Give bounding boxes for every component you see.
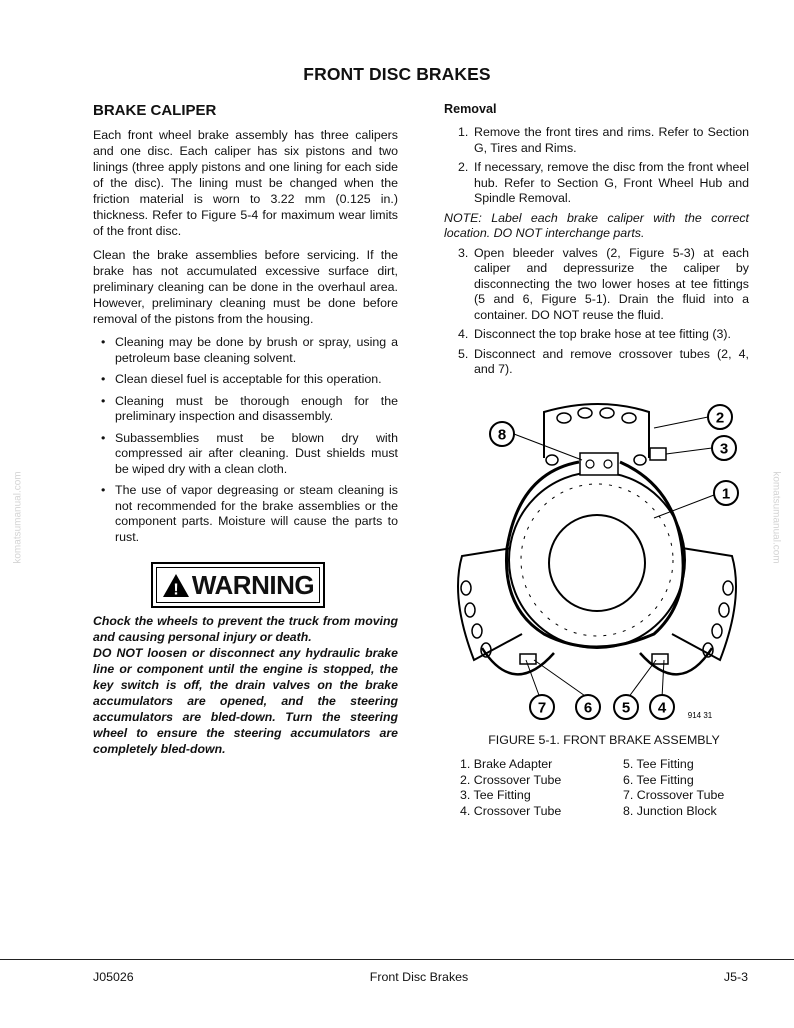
warning-label: WARNING: [191, 570, 315, 600]
step-text: If necessary, remove the disc from the front wheel hub. Refer to Section G, Front Wheel Hub and Spindle Removal.: [474, 160, 749, 205]
warning-exclamation: !: [173, 581, 179, 598]
removal-steps-a: [444, 125, 749, 207]
bullet-text: Subassemblies must be blown dry with compressed air after cleaning. Dust shields must be wiped dry with a clean cloth.: [115, 430, 398, 476]
brake-adapter-hub-opening: [549, 515, 645, 611]
left-column: [93, 102, 398, 551]
step-number: 2.: [458, 160, 469, 174]
legend-item: 4. Crossover Tube: [460, 803, 562, 818]
step-item: [444, 327, 749, 343]
callout-3: [712, 436, 736, 460]
watermark-right: komatsumanual.com: [770, 471, 782, 564]
footer-doc-code: J05026: [93, 970, 134, 984]
callout-1: [714, 481, 738, 505]
bullet-text: Cleaning must be thorough enough for the preliminary inspection and disassembly.: [115, 393, 398, 423]
callout-number: 1: [721, 485, 731, 503]
callout-4: [650, 695, 674, 719]
front-brake-assembly-figure: [444, 398, 754, 728]
callout-5: [614, 695, 638, 719]
step-item: [444, 347, 749, 378]
right-column: [444, 102, 749, 382]
legend-item: 3. Tee Fitting: [460, 788, 531, 803]
legend-item: 2. Crossover Tube: [460, 772, 562, 787]
step-item: [444, 246, 749, 324]
tee-fitting-left: [520, 654, 536, 664]
step-item: [444, 160, 749, 207]
step-number: 3.: [458, 245, 469, 260]
bullet-item: [93, 335, 398, 366]
bullet-item: [93, 394, 398, 425]
callout-number: 3: [719, 440, 729, 458]
note: NOTE: Label each brake caliper with the correct location. DO NOT interchange parts.: [444, 210, 749, 240]
step-text: Remove the front tires and rims. Refer to Section G, Tires and Rims.: [474, 125, 749, 155]
bullet-item: [93, 483, 398, 545]
callout-number: 5: [621, 699, 631, 717]
tee-fitting-top: [650, 448, 666, 460]
step-text: Open bleeder valves (2, Figure 5-3) at each caliper and depressurize the caliper by disconnecting the two lower hoses at tee fittings (5 and 6, Figure 5-1). Drain the fluid into a container. DO NOT reuse the fluid.: [474, 245, 749, 322]
bullet-item: [93, 431, 398, 478]
warning-line: Chock the wheels to prevent the truck from moving and causing personal injury or death.: [93, 614, 398, 644]
step-text: Disconnect and remove crossover tubes (2, 4, and 7).: [474, 346, 749, 376]
bullet-marker: •: [101, 430, 106, 445]
legend-item: 8. Junction Block: [623, 803, 717, 818]
removal-steps-b: [444, 246, 749, 378]
callout-number: 2: [715, 409, 725, 427]
footer-section-title: Front Disc Brakes: [369, 970, 469, 984]
callout-number: 8: [497, 426, 507, 444]
callout-7: [530, 695, 554, 719]
bullet-text: The use of vapor degreasing or steam cleaning is not recommended for the brake assemblies or the component parts. Moisture will cause the parts to rust.: [115, 483, 398, 544]
watermark-left: komatsumanual.com: [12, 471, 24, 564]
top-caliper: [544, 404, 649, 458]
legend-item: 5. Tee Fitting: [623, 757, 694, 771]
warning-text-block: [93, 613, 398, 757]
crossover-tube-right: [640, 648, 712, 674]
step-item: [444, 125, 749, 156]
callout-number: 7: [537, 699, 547, 717]
bullet-marker: •: [101, 483, 106, 497]
callout-8: [490, 422, 514, 446]
bullet-text: Cleaning may be done by brush or spray, using a petroleum base cleaning solvent.: [115, 335, 398, 365]
step-number: 1.: [458, 125, 469, 139]
warning-triangle-icon: [162, 573, 190, 598]
warning-line: DO NOT loosen or disconnect any hydraulic brake line or component until the engine is stopped, the key switch is off, the drain valves on the brake accumulators are opened, and the steering accumulators are bled-down. Turn the steering wheel to ensure the steering accumulators are completely bled-down.: [93, 646, 398, 756]
figure-caption: FIGURE 5-1. FRONT BRAKE ASSEMBLY: [488, 733, 720, 747]
paragraph: Clean the brake assemblies before servicing. If the brake has not accumulated excessive surface dirt, preliminary cleaning can be done in the overhaul area. However, preliminary cleaning must be done before removal of the pistons from the housing.: [93, 248, 398, 326]
callout-2: [708, 405, 732, 429]
callout-6: [576, 695, 600, 719]
figure-image-number: 914 31: [687, 711, 713, 720]
bullet-marker: •: [101, 372, 106, 386]
footer-divider: [0, 959, 794, 960]
section-heading-removal: Removal: [444, 102, 497, 116]
crossover-tube-left: [482, 648, 554, 674]
cleaning-bullet-list: [93, 335, 398, 545]
bullet-item: [93, 372, 398, 388]
bullet-marker: •: [101, 335, 106, 349]
step-number: 5.: [458, 346, 469, 361]
paragraph: Each front wheel brake assembly has three calipers and one disc. Each caliper has six pistons and two linings (three apply pistons and one lining for each side of the disc). The lining must be changed when the friction material is worn to 3.22 mm (0.125 in.) thickness. Refer to Figure 5-4 for maximum wear limits of the front disc.: [93, 128, 398, 238]
bullet-text: Clean diesel fuel is acceptable for this operation.: [115, 372, 382, 386]
bullet-marker: •: [101, 393, 106, 408]
step-number: 4.: [458, 327, 469, 341]
footer-page-number: J5-3: [723, 970, 748, 984]
legend-item: 7. Crossover Tube: [623, 788, 725, 803]
callout-number: 6: [583, 699, 593, 717]
callout-number: 4: [657, 699, 667, 717]
warning-inner: [156, 567, 320, 603]
legend-item: 1. Brake Adapter: [460, 757, 553, 771]
warning-box: [151, 562, 325, 608]
legend-item: 6. Tee Fitting: [623, 772, 694, 787]
page-title: FRONT DISC BRAKES: [303, 64, 491, 84]
section-heading-brake-caliper: BRAKE CALIPER: [93, 102, 217, 119]
step-text: Disconnect the top brake hose at tee fitting (3).: [474, 327, 731, 341]
